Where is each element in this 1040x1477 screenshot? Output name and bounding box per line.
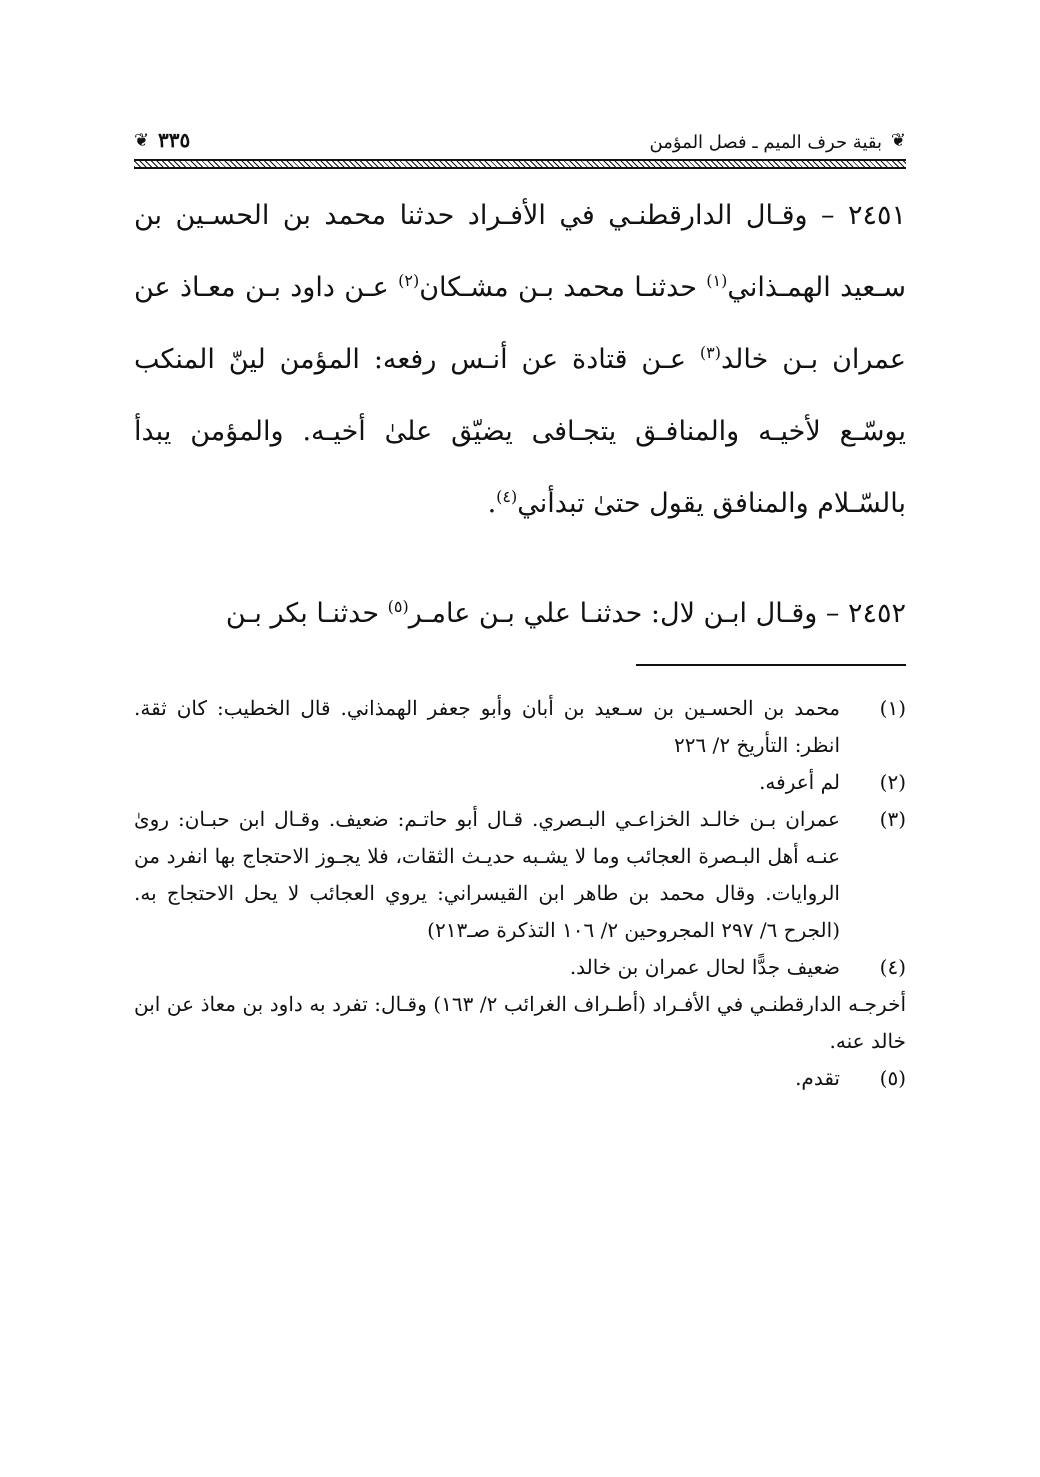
footnote-text: ضعيف جدًّا لحال عمران بن خالد. [569,955,840,979]
footnote-item [134,949,906,986]
footnote-number: (٣) [879,807,906,831]
footnote-number: (١) [879,696,906,720]
footnote-item [134,1060,906,1097]
header-rule [134,159,906,169]
footnote-text: لم أعرفه. [759,770,840,794]
paragraph-2452: ٢٤٥٢ – وقـال ابـن لال: حدثنـا علي بـن عامـر$^{(٥)}$ حدثنـا بكر بـن [225,597,906,629]
footnote-ref: (٤) [496,487,518,506]
footnote-number: (٥) [879,1066,906,1090]
page-header [134,128,906,168]
main-text [134,180,906,650]
footnote-item [134,690,906,764]
paragraph-2451: ٢٤٥١ – وقـال الدارقطنـي في الأفـراد حدثنا محمد بن الحسـين بن سـعيد الهمـذاني$^{(١)}$ حدثنـا محمد بـن مشـكان$^{(٢)}$ عـن داود بـن معـاذ عن عمران بـن خالد$^{(٣)}$ عـن قتادة عن أنـس رفعه: المؤمن لينّ المنكب يوسّـع لأخيـه والمنافـق يتجـافى يضيّق علىٰ أخيـه. والمؤمن يبدأ بالسّـلام والمنافق يقول حتىٰ تبدأني$^{(٤)}$. [134,200,907,519]
running-title: بقية حرف الميم ـ فصل المؤمن [649,132,882,153]
footnote-text: محمد بن الحسـين بن سـعيد بن أبان وأبو جعفر الهمذاني. قال الخطيب: كان ثقة. انظر: التأريخ ٢/ ٢٢٦ [134,696,840,757]
footnote-divider [636,664,906,666]
footnote-text: تقدم. [795,1066,840,1090]
footnote-ref: (٥) [387,597,409,616]
page-number: ٣٣٥ [158,128,191,152]
footnote-number: (٤) [879,955,906,979]
footnotes [134,690,906,1097]
footnote-text: عمران بـن خالـد الخزاعـي البـصري. قـال أبو حاتـم: ضعيف. وقـال ابن حبـان: روىٰ عنـه أهل البـصرة العجائب وما لا يشـبه حديـث الثقات، فلا يجـوز الاحتجاج بها انفرد من الروايات. وقال محمد بن طاهر ابن القيسراني: يروي العجائب لا يحل الاحتجاج به. (الجرح ٦/ ٢٩٧ المجروحين ٢/ ١٠٦ التذكرة صـ٢١٣) [134,807,840,942]
ornament-icon: ❦ [890,130,906,151]
footnote-ref: (٣) [699,343,721,362]
footnote-number: (٢) [879,770,906,794]
footnote-item [134,801,906,949]
footnote-continuation: أخرجـه الدارقطنـي في الأفـراد (أطـراف الغرائب ٢/ ١٦٣) وقـال: تفرد به داود بن معاذ عن ابن خالد عنه. [134,992,907,1053]
footnote-ref: (١) [706,271,728,290]
footnote-ref: (٢) [398,271,420,290]
footnote-item [134,764,906,801]
ornament-icon: ❦ [134,130,150,151]
